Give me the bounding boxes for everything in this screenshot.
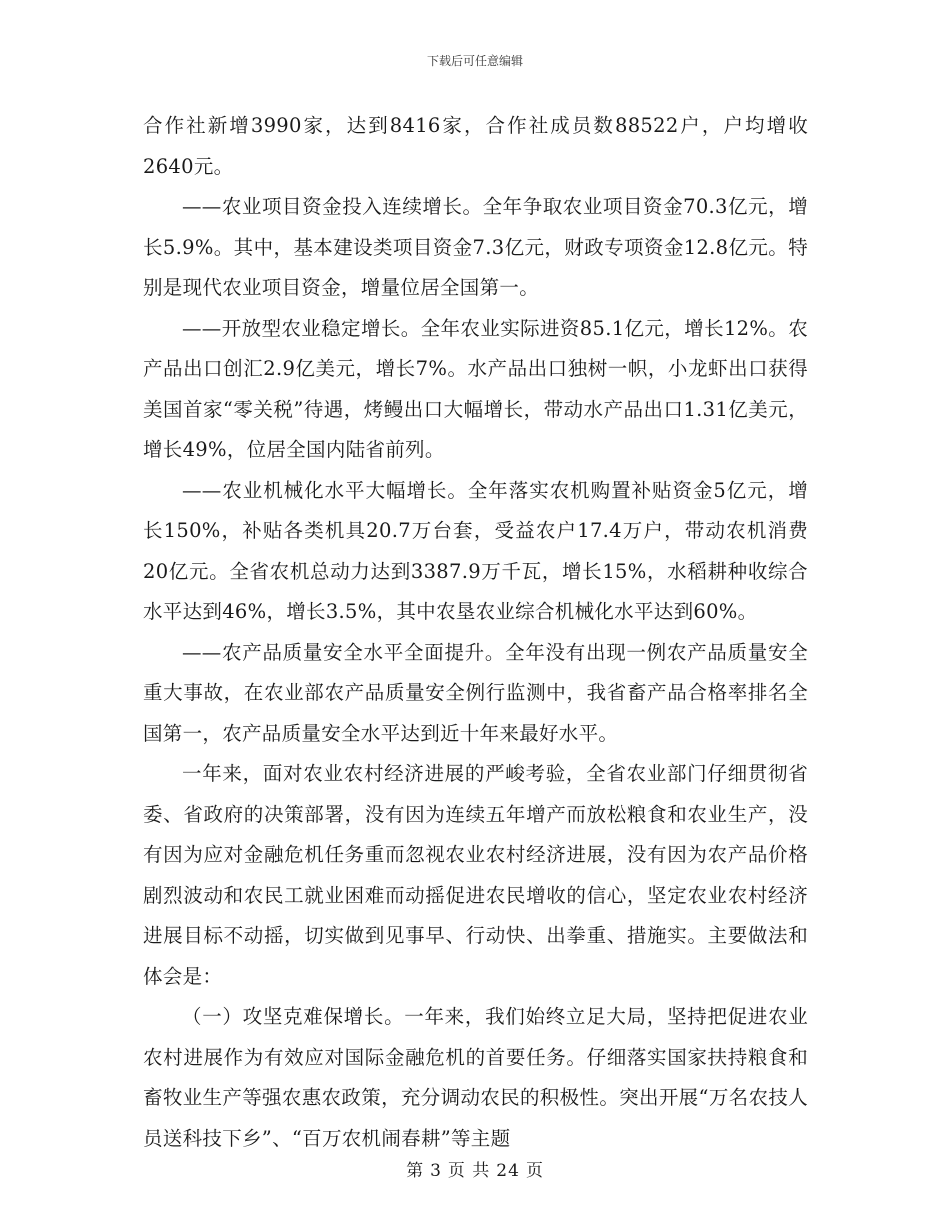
paragraph-5: 一年来，面对农业农村经济进展的严峻考验，全省农业部门仔细贯彻省委、省政府的决策部署，没有因为连续五年增产而放松粮食和农业生产，没有因为应对金融危机任务重而忽视农业农村经济进展，没有因为农产品价格剧烈波动和农民工就业困难而动摇促进农民增收的信心，坚定农业农村经济进展目标不动摇，切实做到见事早、行动快、出拳重、措施实。主要做法和体会是： — [143, 762, 808, 988]
page-header — [0, 52, 950, 69]
footer-prefix: 第 — [406, 1161, 425, 1181]
footer-page-number: 3 — [430, 1161, 442, 1181]
page-footer — [0, 1156, 950, 1181]
header-text: 下载后可任意编辑 — [426, 54, 523, 68]
footer-total-pages: 24 — [496, 1161, 520, 1181]
footer-suffix: 页 — [525, 1161, 544, 1181]
paragraph-4: ——农产品质量安全水平全面提升。全年没有出现一例农产品质量安全重大事故，在农业部农产品质量安全例行监测中，我省畜产品合格率排名全国第一，农产品质量安全水平达到近十年来最好水平。 — [143, 640, 808, 745]
paragraph-3: ——农业机械化水平大幅增长。全年落实农机购置补贴资金5亿元，增长150%，补贴各类机具20.7万台套，受益农户17.4万户，带动农机消费20亿元。全省农机总动力达到3387.9万千瓦，增长15%，水稻耕种收综合水平达到46%，增长3.5%，其中农垦农业综合机械化水平达到60%。 — [143, 478, 808, 623]
paragraph-6: （一）攻坚克难保增长。一年来，我们始终立足大局，坚持把促进农业农村进展作为有效应对国际金融危机的首要任务。仔细落实国家扶持粮食和畜牧业生产等强农惠农政策，充分调动农民的积极性。突出开展“万名农技人员送科技下乡”、“百万农机闹春耕”等主题 — [143, 1005, 808, 1150]
paragraph-2: ——开放型农业稳定增长。全年农业实际进资85.1亿元，增长12%。农产品出口创汇2.9亿美元，增长7%。水产品出口独树一帜，小龙虾出口获得美国首家“零关税”待遇，烤鳗出口大幅增长，带动水产品出口1.31亿美元，增长49%，位居全国内陆省前列。 — [143, 316, 808, 461]
footer-middle: 页 共 — [447, 1161, 491, 1181]
document-body — [143, 106, 808, 1159]
paragraph-0: 合作社新增3990家，达到8416家，合作社成员数88522户，户均增收2640元。 — [143, 114, 808, 178]
paragraph-1: ——农业项目资金投入连续增长。全年争取农业项目资金70.3亿元，增长5.9%。其中，基本建设类项目资金7.3亿元，财政专项资金12.8亿元。特别是现代农业项目资金，增量位居全国第一。 — [143, 195, 808, 299]
